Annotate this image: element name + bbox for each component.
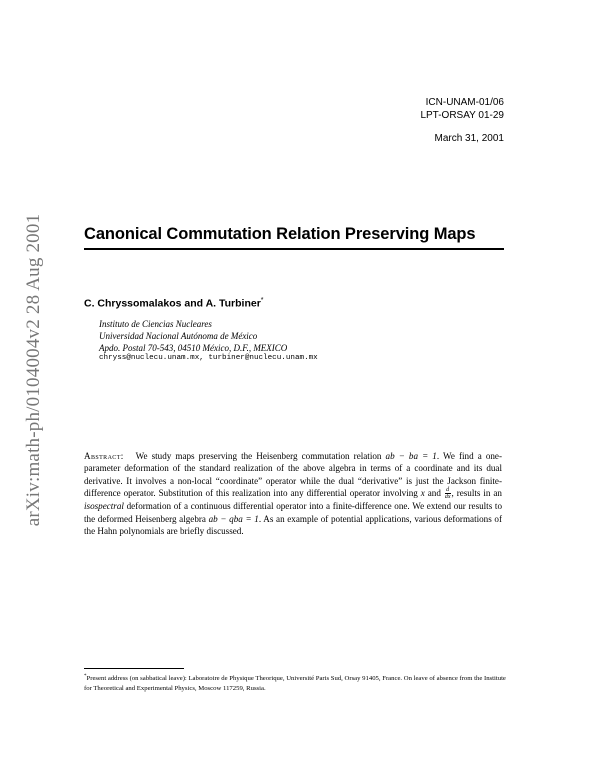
- equation-commutator: ab − ba = 1: [385, 451, 437, 461]
- abstract-text: . As an example of potential applications, various deformations of the Hahn polynomials are briefly discussed.: [84, 513, 502, 536]
- report-number: LPT-ORSAY 01-29: [420, 110, 504, 121]
- footnote-text: Present address (on sabbatical leave): Laboratoire de Physique Theorique, Université Paris Sud, Orsay 91405, France. On leave of absence from the Institute for Theoretical and Experimental Physics, Moscow 117259, Russia.: [84, 675, 506, 692]
- footnote-marker: *: [84, 674, 87, 679]
- affiliation: [99, 318, 287, 354]
- author-footnote-marker: *: [260, 297, 264, 304]
- emphasis: isospectral: [84, 501, 124, 512]
- affiliation-line: Universidad Nacional Autónoma de México: [99, 331, 258, 341]
- fraction-numerator: d: [446, 487, 450, 494]
- abstract-text: and: [427, 487, 441, 498]
- footnote-rule: [84, 668, 184, 669]
- math-variable: x: [420, 487, 425, 498]
- affiliation-line: Instituto de Ciencias Nucleares: [99, 319, 212, 329]
- report-numbers: [420, 96, 504, 122]
- fraction-denominator: dx: [444, 494, 451, 501]
- footnote: [84, 672, 506, 693]
- paper-title: Canonical Commutation Relation Preserving Maps: [84, 225, 476, 243]
- abstract-text: deformation of a continuous differential operator into a finite-difference one. We extend our results to the deformed Heisenberg algebra: [84, 501, 502, 524]
- arxiv-sidebar: [14, 190, 54, 550]
- abstract: [84, 450, 502, 537]
- abstract-text: , results in an: [451, 487, 502, 498]
- email-addresses: chryss@nuclecu.unam.mx, turbiner@nuclecu.unam.mx: [99, 354, 318, 362]
- affiliation-line: Apdo. Postal 70-543, 04510 México, D.F., MEXICO: [99, 343, 288, 353]
- author-names: C. Chryssomalakos and A. Turbiner: [84, 297, 261, 310]
- equation-deformed: ab − qba = 1: [208, 513, 259, 524]
- author-list: [84, 297, 264, 310]
- arxiv-identifier: arXiv:math-ph/0104004v2 28 Aug 2001: [23, 213, 44, 527]
- abstract-text: . We find a one-parameter deformation of the standard realization of the above algebra in terms of a coordinate and its dual derivative. It involves a non-local “coordinate” operator while the dual “derivative” is just the Jackson finite-difference operator. Substitution of this realization into any differential operator involving: [84, 451, 502, 498]
- abstract-label: Abstract:: [84, 451, 124, 461]
- abstract-text: We study maps preserving the Heisenberg commutation relation: [135, 451, 382, 461]
- paper-date: March 31, 2001: [434, 133, 504, 144]
- report-number: ICN-UNAM-01/06: [425, 97, 504, 108]
- derivative-fraction: [445, 487, 451, 500]
- title-rule: [84, 248, 504, 250]
